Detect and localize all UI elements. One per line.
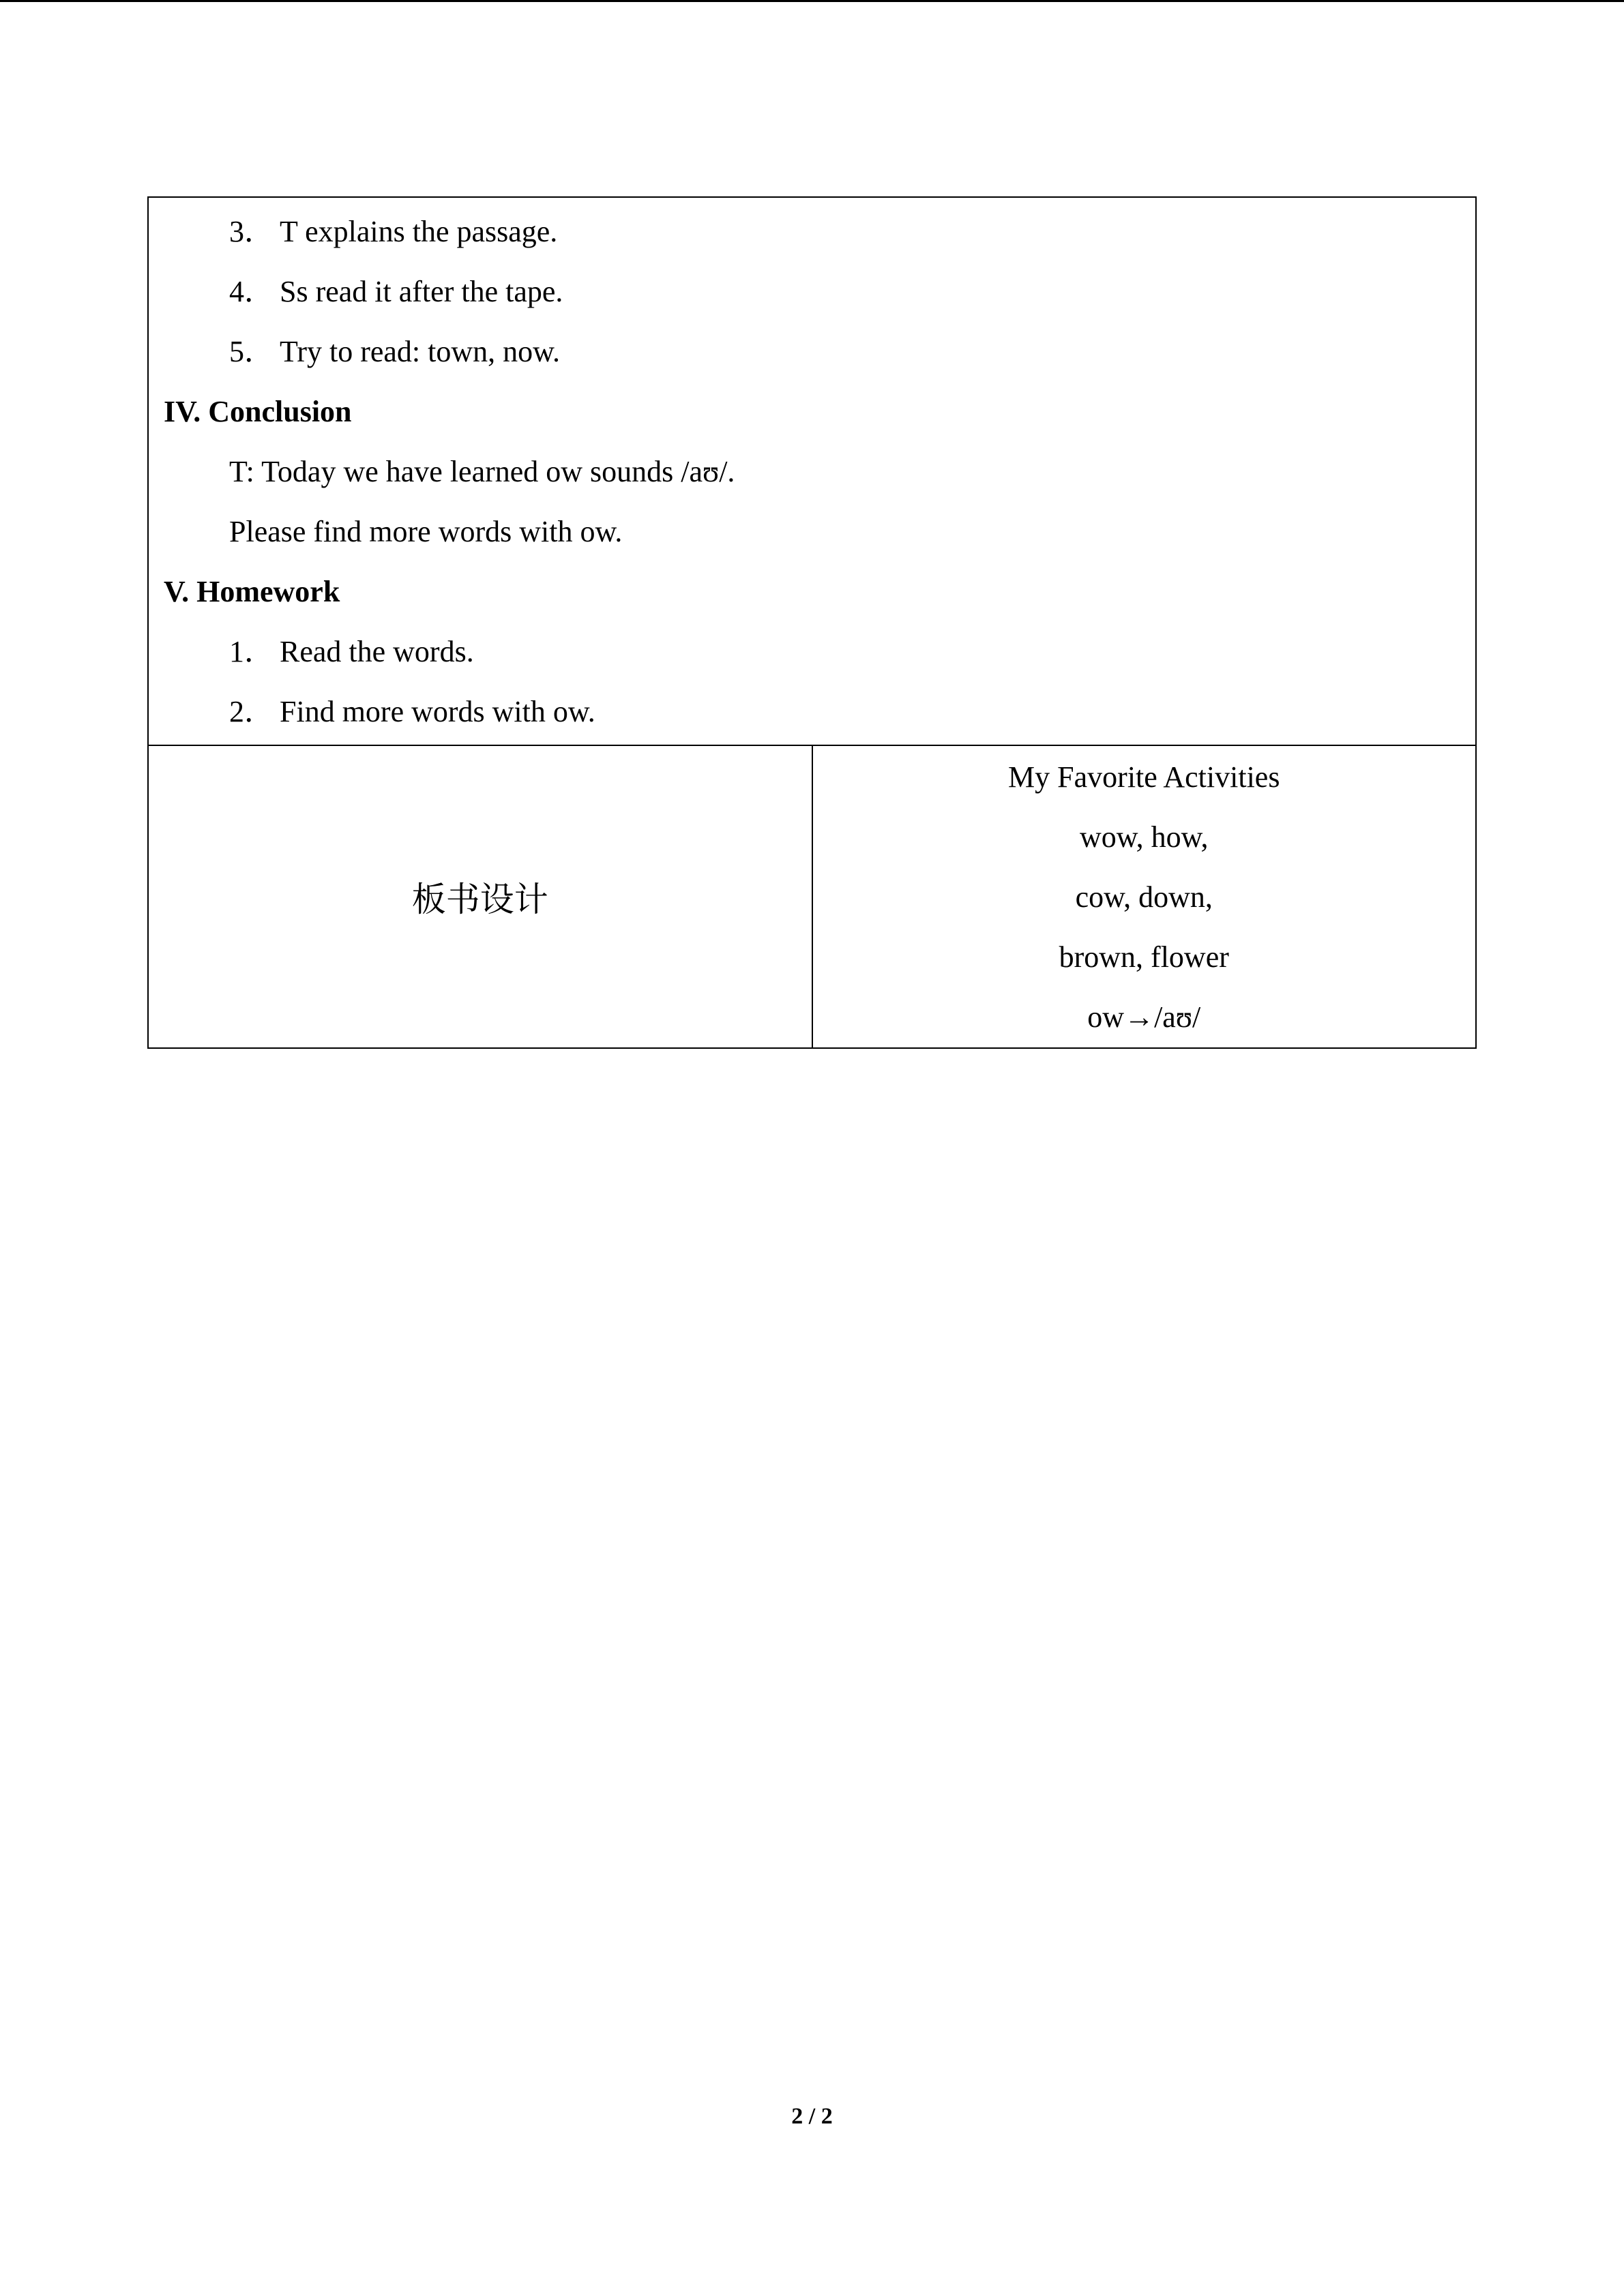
page-number: 2 / 2 [791,2104,833,2129]
step-text: Try to read: town, now. [280,335,561,368]
board-line: wow, how, [1079,820,1209,854]
conclusion-line: Please find more words with ow. [229,515,623,548]
board-line: brown, flower [1059,940,1229,974]
homework-text: Find more words with ow. [280,695,595,728]
procedure-row [148,197,1476,745]
top-border-rule [0,0,1624,2]
conclusion-line: T: Today we have learned ow sounds /aʊ/. [229,455,735,488]
homework-number: 2． [229,695,274,728]
board-line: cow, down, [1075,880,1213,914]
lesson-plan-table [147,196,1477,1049]
step-text: T explains the passage. [280,215,558,248]
board-design-label: 板书设计 [148,745,812,1048]
step-number: 5． [229,335,274,368]
homework-heading: V. Homework [164,575,340,608]
homework-item [164,682,1475,742]
procedure-cell [148,197,1476,745]
board-design-content [812,745,1477,1048]
conclusion-heading: IV. Conclusion [164,395,352,428]
step-item [164,262,1475,322]
step-item [164,202,1475,262]
step-number: 3． [229,215,274,248]
homework-text: Read the words. [280,635,474,668]
step-item [164,322,1475,382]
step-text: Ss read it after the tape. [280,275,563,308]
homework-item [164,622,1475,682]
board-design-row [148,745,1476,1048]
board-line: ow→/aʊ/ [1087,1000,1201,1034]
step-number: 4． [229,275,274,308]
homework-number: 1． [229,635,274,668]
board-title: My Favorite Activities [1008,760,1280,794]
